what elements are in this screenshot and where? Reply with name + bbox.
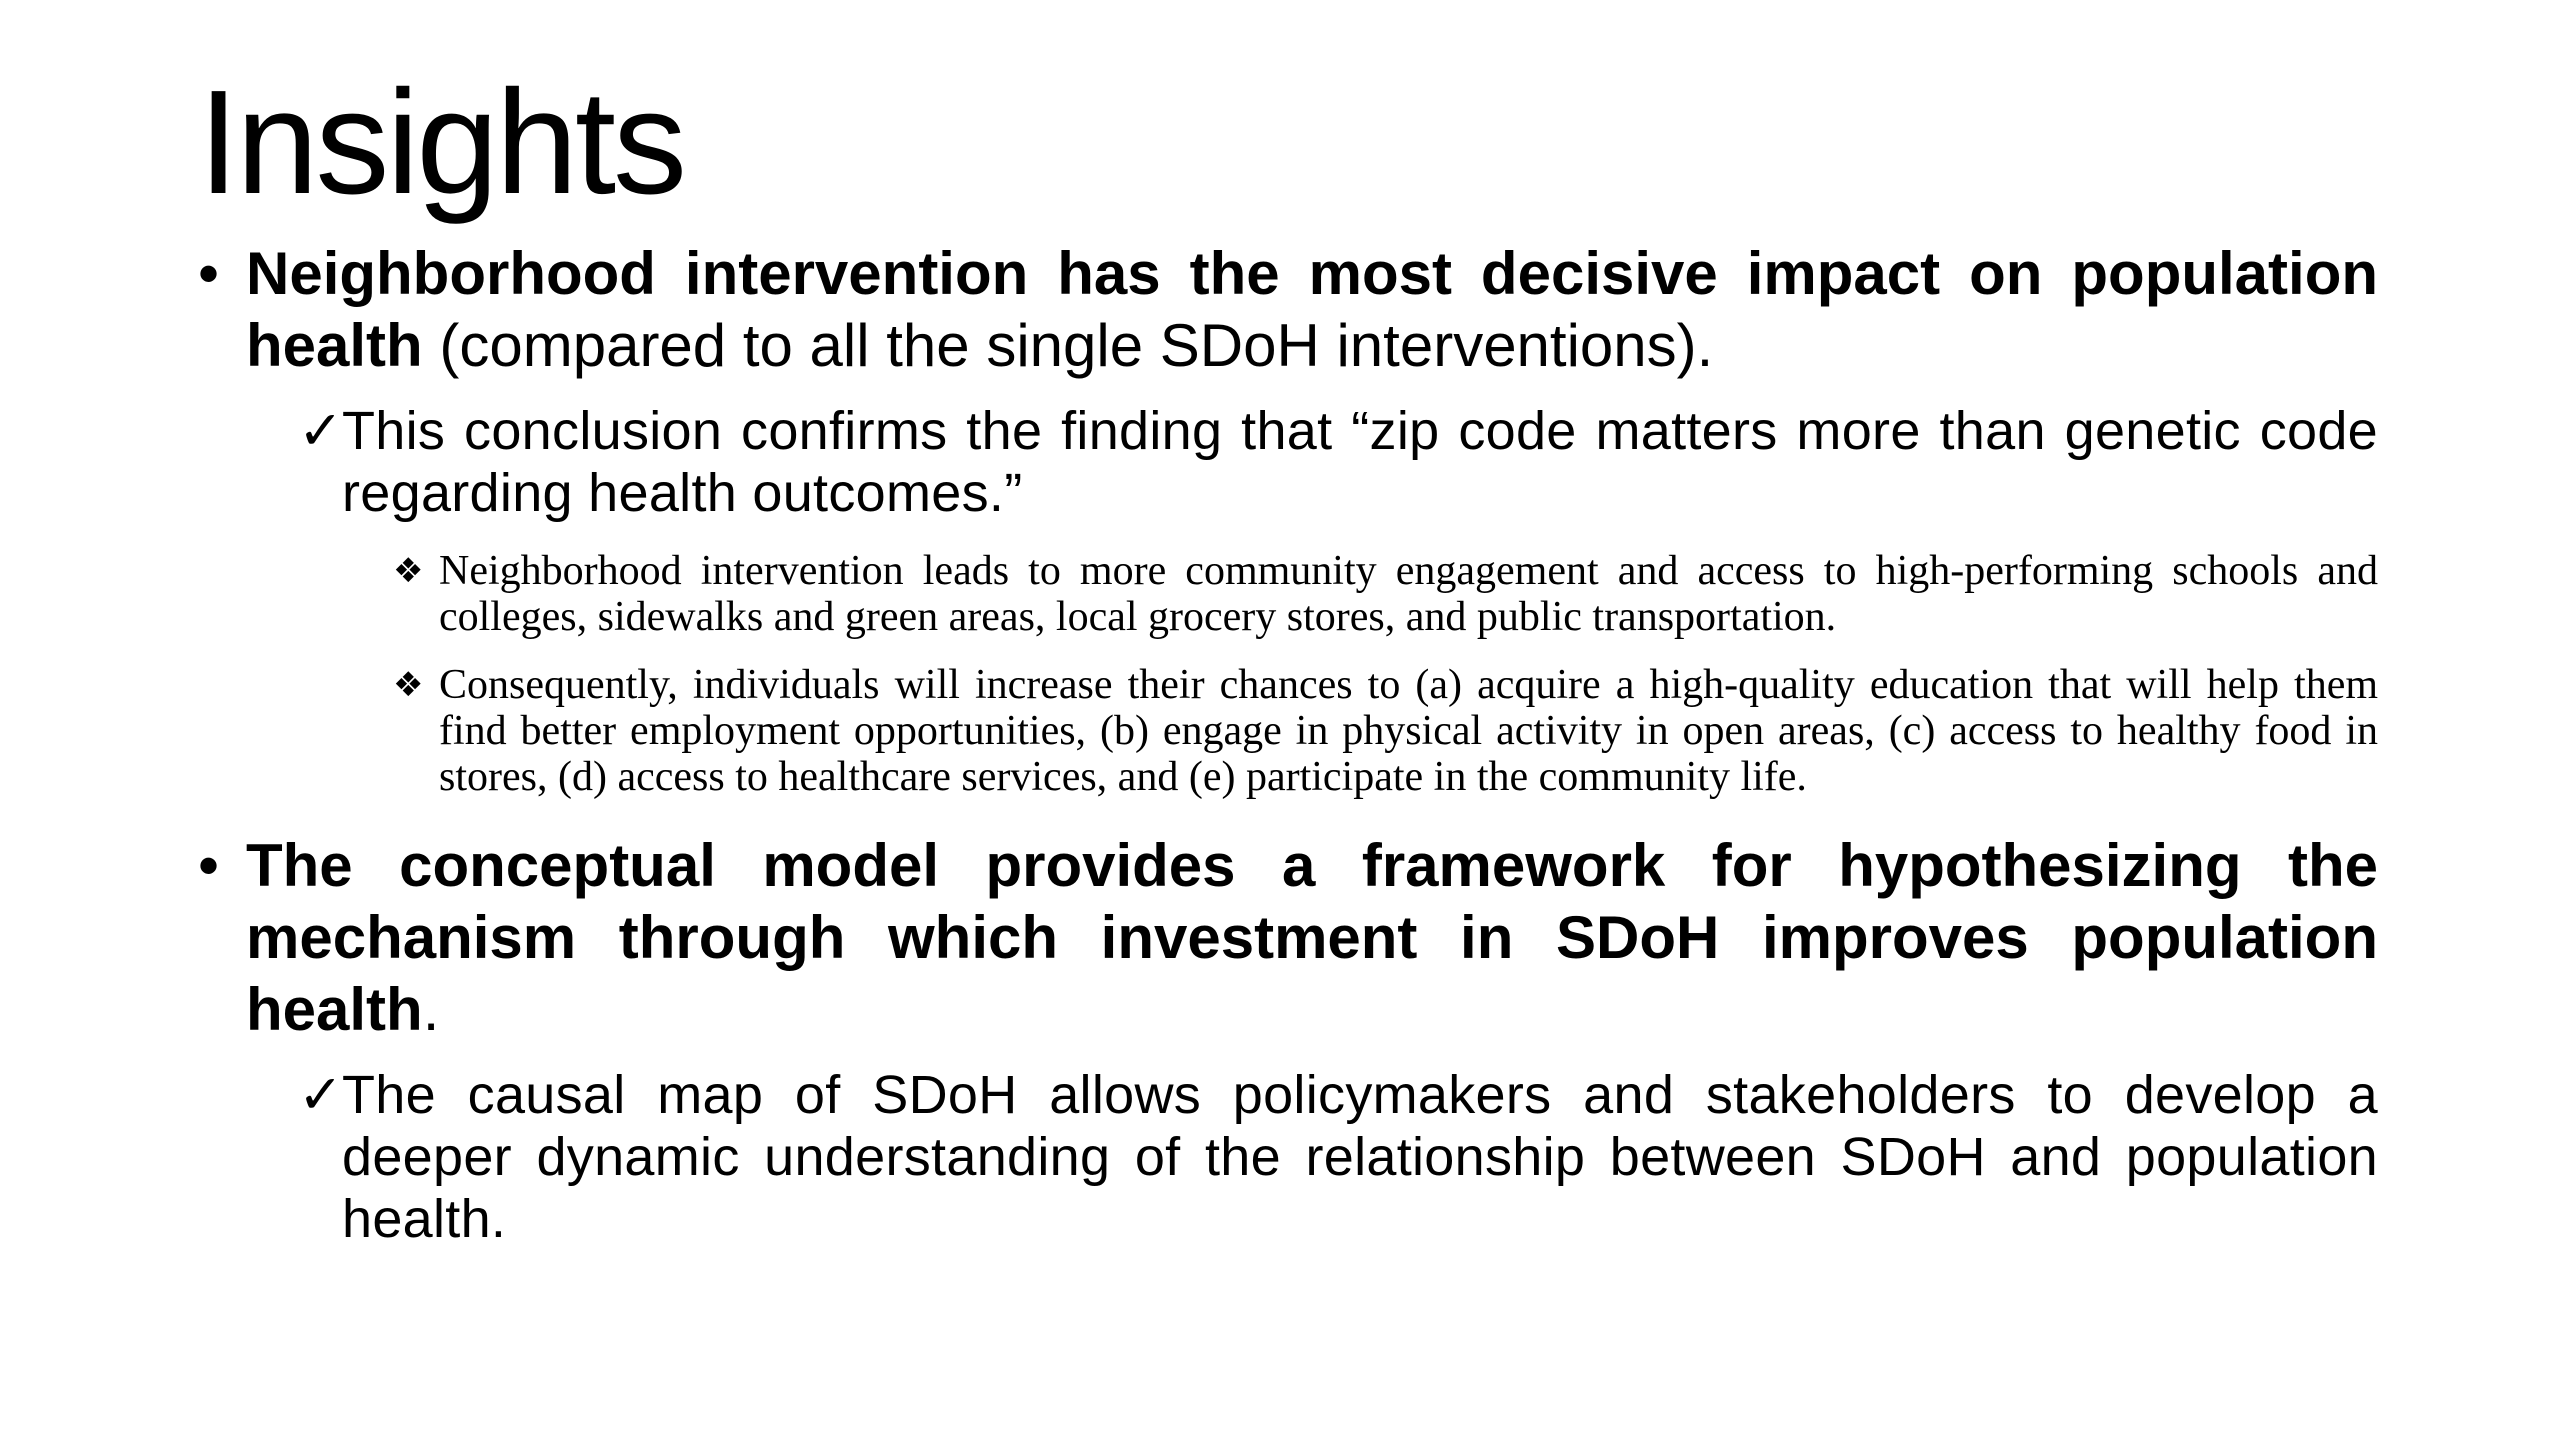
bullet-normal-text: (compared to all the single SDoH interventions). (422, 312, 1714, 379)
sub-bullet-text: The causal map of SDoH allows policymakers and stakeholders to develop a deeper dynamic understanding of the relationship between SDoH and population health. (342, 1065, 2378, 1249)
bullet-conceptual-model (198, 830, 2378, 1046)
slide-content (198, 238, 2378, 1274)
bullet-dot-icon: • (198, 240, 220, 307)
bullet-dot-icon: • (198, 832, 220, 899)
bullet-neighborhood-impact (198, 238, 2378, 382)
detail-bullet-consequences (393, 662, 2378, 800)
detail-bullet-community-access (393, 548, 2378, 640)
bullet-normal-text: . (422, 976, 440, 1043)
sub-bullet-text: This conclusion confirms the finding that “zip code matters more than genetic code regarding health outcomes.” (342, 401, 2378, 523)
checkmark-icon: ✓ (298, 401, 344, 461)
bullet-bold-text: The conceptual model provides a framework for hypothesizing the mechanism through which investment in SDoH improves population health (246, 832, 2378, 1043)
diamond-bullet-icon: ❖ (393, 665, 424, 705)
detail-bullet-text: Consequently, individuals will increase their chances to (a) acquire a high-quality education that will help them find better employment opportunities, (b) engage in physical activity in open areas, (c) access to healthy food in stores, (d) access to healthcare services, and (e) participate in the community life. (439, 662, 2378, 800)
checkmark-icon: ✓ (298, 1065, 344, 1125)
diamond-bullet-icon: ❖ (393, 551, 424, 591)
sub-bullet-causal-map (298, 1064, 2378, 1250)
sub-bullet-zip-code (298, 400, 2378, 524)
slide-title: Insights (198, 60, 685, 225)
bullet-bold-text: Neighborhood intervention has the most decisive impact on population health (246, 240, 2378, 379)
detail-bullet-text: Neighborhood intervention leads to more community engagement and access to high-performing schools and colleges, sidewalks and green areas, local grocery stores, and public transportation. (439, 548, 2378, 640)
